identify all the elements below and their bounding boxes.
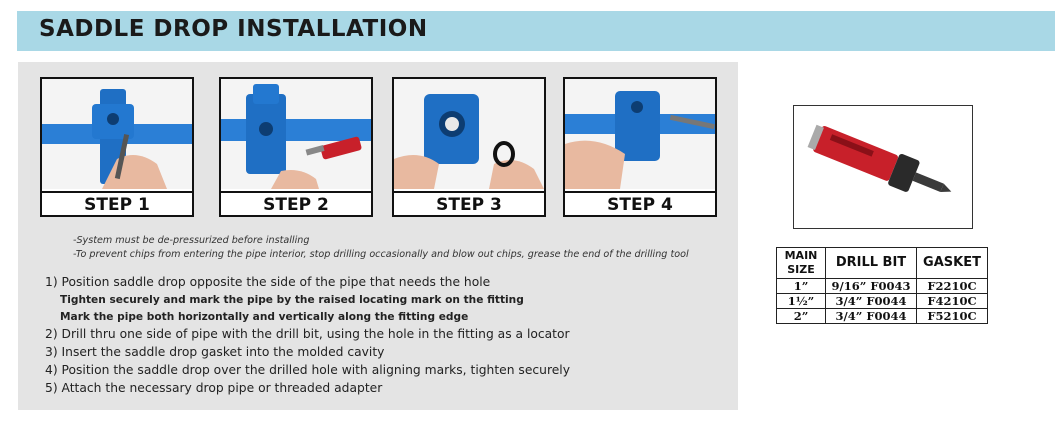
note-chips: -To prevent chips from entering the pipe interior, stop drilling occasionally and blow out chips, grease the end of the drilling tool [73,249,689,260]
cell-size: 1” [777,279,826,294]
cell-gasket: F4210C [917,294,988,309]
step-3-card [392,77,546,217]
instruction-4: 4) Position the saddle drop over the drilled hole with aligning marks, tighten securely [45,363,571,377]
step-2-card [219,77,373,217]
instructions-panel [18,62,738,410]
step-1-card [40,77,194,217]
table-row [777,309,988,324]
drill-bit-spec-table [776,247,988,324]
step-1-photo [42,79,192,189]
instruction-5: 5) Attach the necessary drop pipe or threaded adapter [45,381,383,395]
cell-size: 1½” [777,294,826,309]
table-row [777,294,988,309]
cell-drill-bit: 9/16” F0043 [826,279,917,294]
header-main-size-line1: MAIN [784,249,818,262]
header-main-size-line2: SIZE [787,263,815,276]
instruction-1-sub-2: Mark the pipe both horizontally and vertically along the fitting edge [60,311,469,323]
title-banner [17,11,1055,51]
step-2-photo [221,79,371,189]
header-gasket: GASKET [917,248,988,279]
step-2-label: STEP 2 [221,191,371,217]
table-row [777,279,988,294]
cell-gasket: F5210C [917,309,988,324]
instruction-1: 1) Position saddle drop opposite the side of the pipe that needs the hole [45,275,491,289]
drill-bit-photo [793,105,973,229]
instruction-1-sub-1: Tighten securely and mark the pipe by the raised locating mark on the fitting [60,294,524,306]
instruction-2: 2) Drill thru one side of pipe with the drill bit, using the hole in the fitting as a locator [45,327,570,341]
table-header-row [777,248,988,279]
header-main-size [777,248,826,279]
step-4-photo [565,79,715,189]
step-3-photo [394,79,544,189]
page-title: SADDLE DROP INSTALLATION [39,16,428,42]
step-1-label: STEP 1 [42,191,192,217]
cell-drill-bit: 3/4” F0044 [826,294,917,309]
note-depressurize: -System must be de-pressurized before installing [73,235,310,246]
step-4-card [563,77,717,217]
cell-gasket: F2210C [917,279,988,294]
header-drill-bit: DRILL BIT [826,248,917,279]
step-4-label: STEP 4 [565,191,715,217]
cell-size: 2” [777,309,826,324]
step-3-label: STEP 3 [394,191,544,217]
cell-drill-bit: 3/4” F0044 [826,309,917,324]
instruction-3: 3) Insert the saddle drop gasket into the molded cavity [45,345,385,359]
